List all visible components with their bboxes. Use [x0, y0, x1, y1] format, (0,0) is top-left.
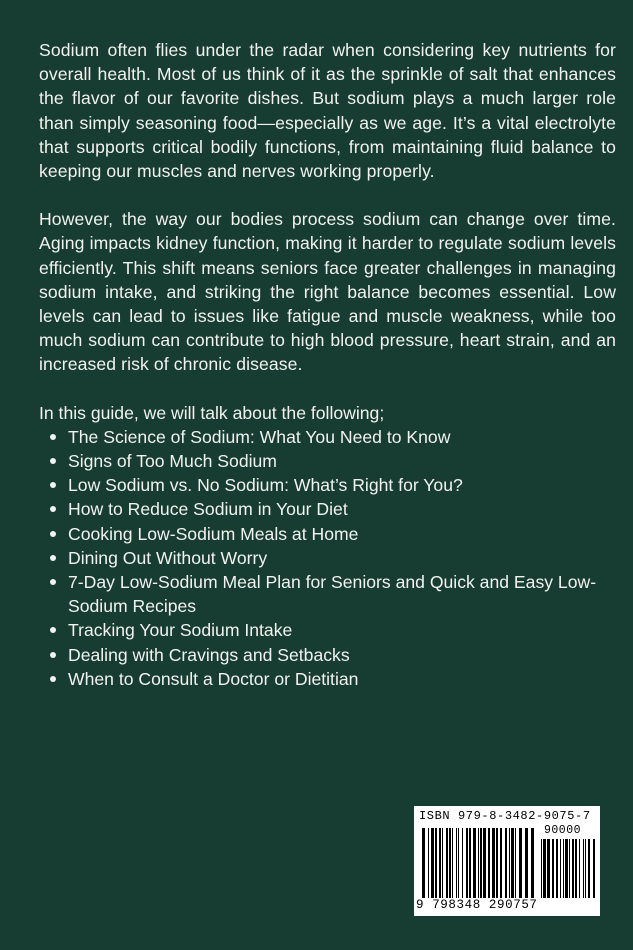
barcode-bar [458, 828, 459, 898]
barcode-bar [563, 839, 564, 898]
list-item: The Science of Sodium: What You Need to Know [68, 425, 616, 449]
barcode-bar [439, 828, 441, 898]
bullet-icon [50, 676, 56, 682]
paragraph-intro: Sodium often flies under the radar when considering key nutrients for overall health. Most of us think of it as the sprinkle of salt that enhances the flavor of our favorite dishes. But sodium plays a much larger role than simply seasoning food—especially as we age. It’s a vital electrolyte that supports critical bodily functions, from maintaining fluid balance to keeping our muscles and nerves working properly. [39, 40, 616, 182]
barcode-bar [466, 828, 468, 898]
barcode-bar [579, 839, 580, 898]
topics-list [39, 425, 616, 691]
barcode-bar [483, 828, 486, 898]
list-item: Cooking Low-Sodium Meals at Home [68, 522, 616, 546]
barcode-bar [446, 828, 448, 898]
barcode-bar [560, 839, 561, 898]
barcode-bar [480, 828, 482, 898]
ean-digits: 9 798348 290757 [416, 898, 538, 912]
barcode-bar [473, 828, 476, 898]
barcode-bar [505, 828, 507, 898]
barcode-bar [500, 828, 502, 898]
barcode-bar [431, 828, 434, 898]
bullet-icon [50, 652, 56, 658]
barcode-bar [572, 839, 574, 898]
bullet-icon [50, 506, 56, 512]
barcode-bar [569, 839, 570, 898]
barcode-bar [588, 839, 590, 898]
barcode-bar [462, 828, 463, 898]
barcode-bar [435, 828, 437, 898]
addon-barcode-bars [541, 839, 595, 898]
list-item: 7-Day Low-Sodium Meal Plan for Seniors and Quick and Easy Low-Sodium Recipes [68, 570, 616, 618]
bullet-icon [50, 555, 56, 561]
list-item: When to Consult a Doctor or Dietitian [68, 667, 616, 691]
barcode-bar [428, 828, 429, 898]
paragraph-aging: However, the way our bodies process sodium can change over time. Aging impacts kidney function, making it harder to regulate sodium levels efficiently. This shift means seniors face greater challenges in managing sodium intake, and striking the right balance becomes essential. Low levels can lead to issues like fatigue and muscle weakness, while too much sodium can contribute to high blood pressure, heart strain, and an increased risk of chronic disease. [39, 209, 616, 375]
barcode-bar [547, 839, 550, 898]
bullet-icon [50, 482, 56, 488]
back-cover-text [39, 38, 616, 691]
barcode-bar [449, 828, 451, 898]
barcode-bar [469, 828, 471, 898]
barcode-bar [492, 828, 495, 898]
list-item: Dining Out Without Worry [68, 546, 616, 570]
barcode-bar [442, 828, 443, 898]
bullet-icon [50, 579, 56, 585]
barcode-bar [456, 828, 457, 898]
barcode-bar [531, 828, 534, 898]
barcode-bar [478, 828, 479, 898]
price-code: 90000 [544, 824, 582, 837]
isbn-barcode [414, 806, 600, 916]
barcode-bar [583, 839, 584, 898]
list-item: Signs of Too Much Sodium [68, 449, 616, 473]
barcode-bar [575, 839, 577, 898]
list-item: Dealing with Cravings and Setbacks [68, 643, 616, 667]
topics-intro: In this guide, we will talk about the following; [39, 402, 385, 423]
barcode-bar [519, 828, 522, 898]
barcode-bar [511, 828, 514, 898]
barcode-bar [452, 828, 453, 898]
barcode-bar [543, 839, 546, 898]
bullet-icon [50, 627, 56, 633]
barcode-bar [515, 828, 516, 898]
bullet-icon [50, 458, 56, 464]
barcode-bars [422, 828, 534, 898]
barcode-bar [488, 828, 490, 898]
list-item: Low Sodium vs. No Sodium: What’s Right for You? [68, 473, 616, 497]
bullet-icon [50, 531, 56, 537]
list-item: How to Reduce Sodium in Your Diet [68, 497, 616, 521]
bullet-icon [50, 434, 56, 440]
barcode-bar [593, 839, 595, 898]
list-item: Tracking Your Sodium Intake [68, 618, 616, 642]
barcode-bar [565, 839, 568, 898]
barcode-bar [552, 839, 554, 898]
barcode-bar [585, 839, 586, 898]
barcode-bar [541, 839, 542, 898]
barcode-bar [496, 828, 498, 898]
barcode-bar [422, 828, 425, 898]
barcode-bar [525, 828, 528, 898]
barcode-bar [556, 839, 558, 898]
barcode-bar [509, 828, 510, 898]
isbn-label: ISBN 979-8-3482-9075-7 [419, 809, 591, 823]
